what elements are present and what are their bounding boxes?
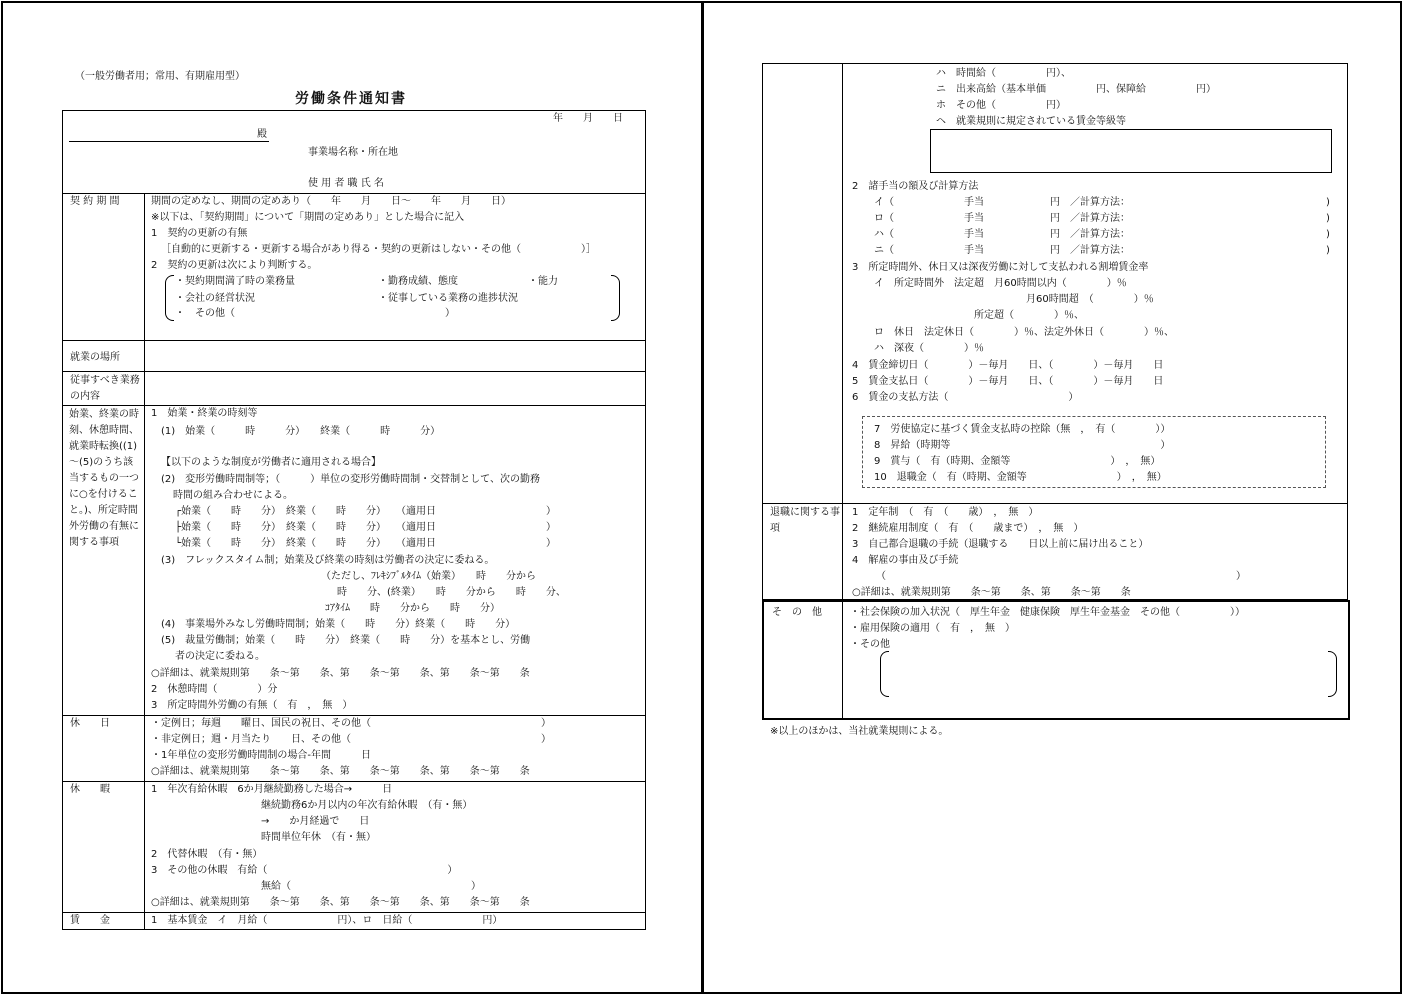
contract-line: 2 契約の更新は次により判断する。	[151, 260, 318, 271]
row-divider	[63, 340, 646, 341]
allowance-close: )	[1326, 229, 1330, 240]
hours-line: (5) 裁量労働制；始業（ 時 分） 終業（ 時 分）を基本とし、労働	[161, 635, 531, 646]
leave-line: 3 その他の休暇 有給（ ）	[151, 865, 458, 876]
leave-label: 休 暇	[70, 784, 110, 795]
wage-line: ヘ 就業規則に規定されている賃金等級等	[936, 116, 1126, 127]
holidays-line: ・非定例日；週・月当たり 日、その他（ ）	[151, 734, 551, 745]
leave-line: 2 代替休暇 （有・無）	[151, 849, 263, 860]
row-divider	[63, 371, 646, 372]
other-line: ・その他	[850, 639, 890, 650]
retire-line: 4 解雇の事由及び手続	[852, 555, 959, 566]
hours-line: (2) 変形労働時間制等；（ ）単位の変形労働時間制・交替制として、次の勤務	[161, 474, 540, 485]
premium-line: 5 賃金支払日（ ）－毎月 日、（ ）－毎月 日	[852, 376, 1164, 387]
bracket-left	[165, 275, 174, 321]
leave-line: → か月経過で 日	[261, 816, 370, 827]
hours-line: ├始業（ 時 分） 終業（ 時 分） （適用日 ）	[175, 522, 557, 533]
hours-line: (3) フレックスタイム制；始業及び終業の時刻は労働者の決定に委ねる。	[161, 555, 495, 566]
criteria-item: ・ その他（ ）	[175, 308, 455, 319]
row-divider	[763, 503, 1348, 504]
right-page	[702, 1, 1402, 994]
premium-line: 6 賃金の支払方法（ ）	[852, 392, 1079, 403]
premium-line: 3 所定時間外、休日又は深夜労働に対して支払われる割増賃金率	[852, 262, 1149, 273]
row-divider	[63, 781, 646, 782]
wage-line: ハ 時間給（ 円）、	[936, 68, 1071, 79]
hours-line: (4) 事業場外みなし労働時間制；始業（ 時 分）終業（ 時 分）	[161, 619, 516, 630]
contract-line: 1 契約の更新の有無	[151, 228, 248, 239]
bracket-right	[611, 275, 620, 321]
other-label: そ の 他	[772, 607, 822, 618]
left-page	[1, 1, 703, 994]
other-line: ・社会保険の加入状況（ 厚生年金 健康保険 厚生年金基金 その他（ ））	[850, 607, 1245, 618]
allowance-kana: イ（	[874, 197, 894, 208]
hours-line: 時間の組み合わせによる。	[173, 490, 293, 501]
criteria-item: ・能力	[528, 276, 558, 287]
workplace-label: 就業の場所	[70, 352, 120, 363]
holidays-line: ○詳細は、就業規則第 条～第 条、第 条～第 条、第 条～第 条	[151, 766, 530, 777]
contract-line: ［自動的に更新する・更新する場合があり得る・契約の更新はしない・その他（ ）］	[161, 244, 596, 255]
allowance-name: 手当	[964, 197, 984, 208]
optional-item: 9 賞与（ 有（時期、金額等 ） ， 無）	[874, 456, 1161, 467]
hours-line: ｺｱﾀｲﾑ 時 分から 時 分）	[325, 603, 500, 614]
employer-name: 使 用 者 職 氏 名	[308, 178, 384, 189]
allowance-yen: 円 ／計算方法：	[1050, 213, 1130, 224]
holidays-label: 休 日	[70, 718, 110, 729]
addressee-line	[69, 141, 269, 142]
hours-line: 者の決定に委ねる。	[175, 651, 265, 662]
date-field: 年 月 日	[553, 113, 623, 124]
leave-line: ○詳細は、就業規則第 条～第 条、第 条～第 条、第 条～第 条	[151, 897, 530, 908]
hours-line: 3 所定時間外労働の有無（ 有 ， 無 ）	[151, 700, 353, 711]
criteria-item: ・契約期間満了時の業務量	[175, 276, 295, 287]
wage-line: 1 基本賃金 イ 月給（ 円）、ロ 日給（ 円）	[151, 915, 503, 926]
addressee-suffix: 殿	[257, 129, 267, 140]
leave-line: 1 年次有給休暇 6か月継続勤務した場合→ 日	[151, 784, 393, 795]
contract-line: 期間の定めなし、期間の定めあり（ 年 月 日～ 年 月 日）	[151, 196, 511, 207]
bracket-right	[1328, 651, 1337, 697]
retire-line: 3 自己都合退職の手続（退職する 日以上前に届け出ること）	[852, 539, 1149, 550]
row-divider	[63, 193, 646, 194]
wage-label: 賃 金	[70, 915, 110, 926]
retire-line: 2 継続雇用制度（ 有 （ 歳まで） ， 無 ）	[852, 523, 1084, 534]
retire-line: 1 定年制 （ 有 （ 歳） ， 無 ）	[852, 507, 1039, 518]
hours-line: ○詳細は、就業規則第 条～第 条、第 条～第 条、第 条～第 条	[151, 668, 530, 679]
hours-line: ┌始業（ 時 分） 終業（ 時 分） （適用日 ）	[175, 506, 557, 517]
wage-line: ニ 出来高給（基本単価 円、保障給 円）	[936, 84, 1216, 95]
allowance-yen: 円 ／計算方法：	[1050, 197, 1130, 208]
allowance-yen: 円 ／計算方法：	[1050, 229, 1130, 240]
allowance-close: )	[1326, 197, 1330, 208]
premium-line: 4 賃金締切日（ ）－毎月 日、（ ）－毎月 日	[852, 360, 1164, 371]
premium-line: 月60時間超 （ ）％	[1026, 294, 1154, 305]
hours-line: （ただし、ﾌﾚｷｼﾌﾞﾙﾀｲﾑ（始業） 時 分から	[321, 571, 536, 582]
holidays-line: ・定例日；毎週 曜日、国民の祝日、その他（ ）	[151, 718, 551, 729]
allowance-yen: 円 ／計算方法：	[1050, 245, 1130, 256]
hours-line: 2 休憩時間（ ）分	[151, 684, 278, 695]
allowance-close: )	[1326, 245, 1330, 256]
leave-line: 継続勤務6か月以内の年次有給休暇 （有・無）	[261, 800, 473, 811]
premium-line: ハ 深夜（ ）％	[874, 343, 984, 354]
allowance-name: 手当	[964, 229, 984, 240]
allowance-name: 手当	[964, 213, 984, 224]
wage-line: ホ その他（ 円）	[936, 100, 1066, 111]
wage-grade-box	[930, 129, 1332, 173]
leave-line: 無給（ ）	[261, 881, 481, 892]
criteria-item: ・勤務成績、態度	[378, 276, 458, 287]
criteria-item: ・会社の経営状況	[175, 293, 255, 304]
criteria-item: ・従事している業務の進捗状況	[378, 293, 518, 304]
optional-item: 8 昇給（時期等 ）	[874, 440, 1171, 451]
allowance-name: 手当	[964, 245, 984, 256]
holidays-line: ・1年単位の変形労働時間制の場合-年間 日	[151, 750, 371, 761]
other-line: ・雇用保険の適用（ 有 ， 無 ）	[850, 623, 1015, 634]
row-divider	[63, 715, 646, 716]
optional-item: 10 退職金（ 有（時期、金額等 ） ， 無）	[874, 472, 1167, 483]
footnote: ※以上のほかは、当社就業規則による。	[770, 726, 949, 737]
hours-line: 【以下のような制度が労働者に適用される場合】	[161, 457, 381, 468]
hours-line: 1 始業・終業の時刻等	[151, 408, 258, 419]
label-column-divider	[144, 193, 145, 930]
leave-line: 時間単位年休 （有・無）	[261, 832, 376, 843]
contract-line: ※以下は、「契約期間」について「期間の定めあり」とした場合に記入	[151, 212, 465, 223]
hours-line: (1) 始業（ 時 分） 終業（ 時 分）	[161, 426, 441, 437]
allowance-title: 2 諸手当の額及び計算方法	[852, 181, 979, 192]
contract-label: 契 約 期 間	[70, 196, 120, 207]
retire-line: ○詳細は、就業規則第 条～第 条、第 条～第 条	[852, 587, 1131, 598]
bracket-left	[880, 651, 889, 697]
retire-line: （ ）	[876, 571, 1246, 582]
premium-line: 所定超（ ）％、	[974, 310, 1084, 321]
allowance-kana: ロ（	[874, 213, 894, 224]
allowance-kana: ハ（	[874, 229, 894, 240]
duties-label: 従事すべき業務の内容	[70, 375, 140, 402]
row-divider	[63, 405, 646, 406]
premium-line: ロ 休日 法定休日（ ）％、法定外休日（ ）％、	[874, 327, 1174, 338]
optional-item: 7 労使協定に基づく賃金支払時の控除（無 ， 有（ ））	[874, 424, 1171, 435]
document-title: 労働条件通知書	[295, 91, 407, 107]
allowance-close: )	[1326, 213, 1330, 224]
employer-place: 事業場名称・所在地	[308, 147, 398, 158]
form-subtitle: （一般労働者用；常用、有期雇用型）	[75, 71, 245, 82]
hours-label: 始業、終業の時刻、休憩時間、就業時転換((1)～(5)のうち該当するもの一つに○を付けること。)、所定時間外労働の有無に関する事項	[69, 409, 139, 548]
premium-line: イ 所定時間外 法定超 月60時間以内（ ）％	[874, 278, 1127, 289]
allowance-kana: ニ（	[874, 245, 894, 256]
hours-line: 時 分、(終業） 時 分から 時 分、	[337, 587, 566, 598]
hours-line: └始業（ 時 分） 終業（ 時 分） （適用日 ）	[175, 538, 557, 549]
row-divider	[63, 912, 646, 913]
retire-label: 退職に関する事項	[770, 507, 840, 534]
